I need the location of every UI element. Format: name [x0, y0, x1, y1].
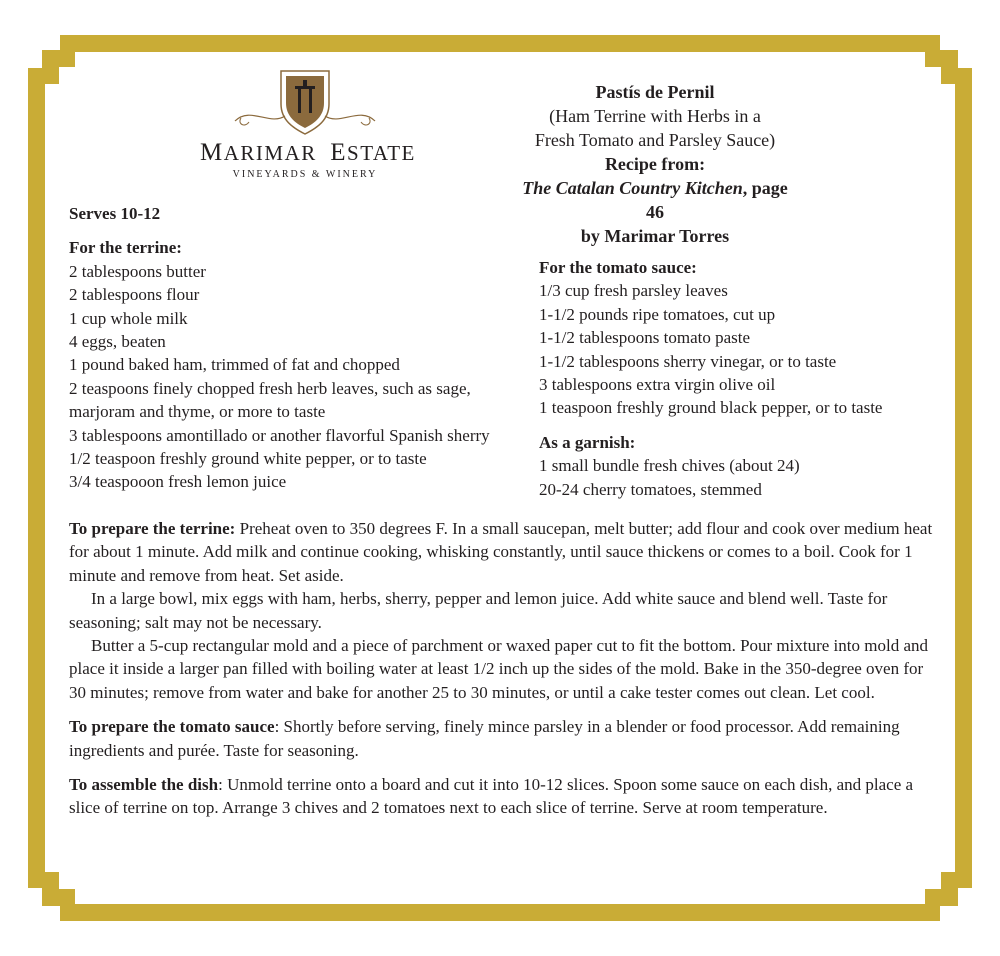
- terrine-ingredients: [69, 202, 539, 494]
- ingredient-line: 3 tablespoons extra virgin olive oil: [539, 375, 776, 395]
- ingredient-line: 3 tablespoons amontillado or another flavorful Spanish sherry: [69, 425, 490, 445]
- book-page: , page 46: [646, 178, 788, 222]
- recipe-title: Pastís de Pernil: [595, 82, 715, 102]
- ingredient-line: 1/2 teaspoon freshly ground white pepper, or to taste: [69, 449, 427, 469]
- recipe-subtitle-line-2: Fresh Tomato and Parsley Sauce): [534, 130, 776, 150]
- ingredient-line: 1 small bundle fresh chives (about 24): [539, 456, 800, 476]
- sauce-instructions: To prepare the tomato sauce: Shortly before serving, finely mince parsley in a blender or food processor. Add remaining ingredients and purée. Taste for seasoning.: [69, 717, 900, 760]
- sauce-instructions-label: To prepare the tomato sauce: [69, 717, 275, 737]
- shield-crest-icon: [225, 66, 385, 136]
- terrine-heading: For the terrine:: [69, 238, 182, 258]
- ingredient-line: 2 teaspoons finely chopped fresh herb leaves, such as sage,: [69, 378, 471, 398]
- ingredient-line: 3/4 teaspooon fresh lemon juice: [69, 472, 287, 492]
- ingredient-line: 2 tablespoons butter: [69, 261, 206, 281]
- recipe-source: [520, 176, 790, 224]
- ingredient-line: 1 cup whole milk: [69, 308, 188, 328]
- recipe-from-label: Recipe from:: [604, 154, 706, 174]
- ingredient-line: marjoram and thyme, or more to taste: [69, 402, 326, 422]
- recipe-instructions: [69, 517, 944, 820]
- book-title: The Catalan Country Kitchen: [522, 178, 743, 198]
- sauce-and-garnish-ingredients: [539, 256, 959, 501]
- ingredient-line: 1 teaspoon freshly ground black pepper, or to taste: [539, 398, 883, 418]
- recipe-subtitle-line-1: (Ham Terrine with Herbs in a: [549, 106, 761, 126]
- sauce-heading: For the tomato sauce:: [539, 258, 697, 277]
- ingredient-line: 1-1/2 pounds ripe tomatoes, cut up: [539, 304, 776, 324]
- terrine-instructions-p3: Butter a 5-cup rectangular mold and a piece of parchment or waxed paper cut to fit the bottom. Pour mixture into mold and place it inside a larger pan filled with boiling water at least 1/2 inch up the sides of the mold. Bake in the 350-degree oven for 30 minutes; remove from water and bake for another 25 to 30 minutes, or until a cake tester comes out clean. Let cool.: [69, 636, 928, 702]
- estate-logo: [200, 66, 416, 180]
- ingredient-line: 1-1/2 tablespoons sherry vinegar, or to taste: [539, 351, 837, 371]
- assemble-instructions-label: To assemble the dish: [69, 775, 219, 795]
- ingredient-line: 1 pound baked ham, trimmed of fat and chopped: [69, 355, 400, 375]
- garnish-heading: As a garnish:: [539, 432, 636, 452]
- assemble-instructions: To assemble the dish: Unmold terrine onto a board and cut it into 10-12 slices. Spoon some sauce on each dish, and place a slice of terrine on top. Arrange 3 chives and 2 tomatoes next to each slice of terrine. Serve at room temperature.: [69, 775, 914, 818]
- estate-subtitle: VINEYARDS & WINERY: [232, 169, 378, 180]
- terrine-instructions: To prepare the terrine: Preheat oven to 350 degrees F. In a small saucepan, melt butter; add flour and cook over medium heat for about 1 minute. Add milk and continue cooking, whisking constantly, until sauce thickens or comes to a boil. Cook for 1 minute and remove from heat. Set aside.: [69, 519, 933, 585]
- ingredient-line: 20-24 cherry tomatoes, stemmed: [539, 479, 762, 499]
- serves-label: Serves 10-12: [69, 204, 161, 223]
- terrine-instructions-label: To prepare the terrine:: [69, 519, 236, 538]
- estate-name: MARIMAR ESTATE: [200, 139, 416, 166]
- ingredient-line: 1/3 cup fresh parsley leaves: [539, 281, 728, 301]
- ingredient-line: 4 eggs, beaten: [69, 332, 166, 352]
- recipe-title-block: [520, 80, 790, 248]
- ingredient-line: 1-1/2 tablespoons tomato paste: [539, 328, 751, 348]
- ingredient-line: 2 tablespoons flour: [69, 285, 200, 305]
- terrine-instructions-p2: In a large bowl, mix eggs with ham, herbs, sherry, pepper and lemon juice. Add white sauce and blend well. Taste for seasoning; salt may not be necessary.: [69, 589, 888, 632]
- recipe-author: by Marimar Torres: [580, 226, 730, 246]
